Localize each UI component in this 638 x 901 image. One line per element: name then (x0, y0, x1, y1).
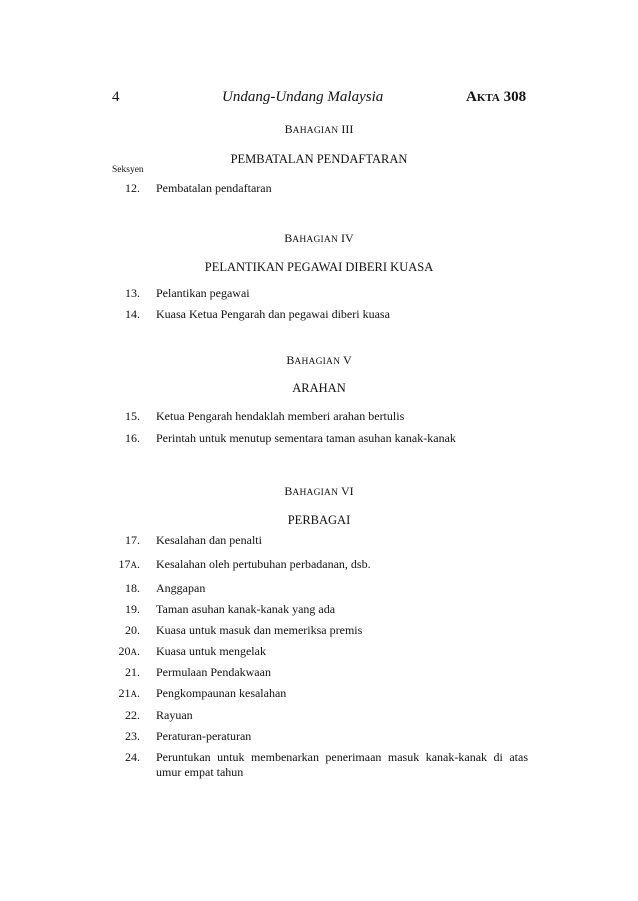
page-number: 4 (112, 89, 120, 105)
section-title: Kuasa untuk masuk dan memeriksa premis (156, 623, 363, 637)
section-title: Peraturan-peraturan (156, 729, 252, 743)
section-title: Kuasa Ketua Pengarah dan pegawai diberi kuasa (156, 307, 390, 321)
section-number: 21A. (118, 686, 140, 700)
section-number: 23. (125, 729, 140, 743)
section-title: Permulaan Pendakwaan (156, 665, 271, 679)
part-title: PELANTIKAN PEGAWAI DIBERI KUASA (204, 260, 434, 274)
part-heading: BAHAGIAN IV (284, 231, 354, 245)
section-title: Anggapan (156, 581, 206, 595)
part-heading: BAHAGIAN VI (284, 484, 354, 498)
section-number: 12. (125, 181, 140, 195)
section-number: 20. (125, 623, 140, 637)
section-number: 22. (125, 708, 140, 722)
section-number: 19. (125, 602, 140, 616)
section-title: Kesalahan dan penalti (156, 533, 262, 547)
section-number: 17. (125, 533, 140, 547)
section-number: 13. (125, 286, 140, 300)
section-title: Taman asuhan kanak-kanak yang ada (156, 602, 336, 616)
section-title: Perintah untuk menutup sementara taman asuhan kanak-kanak (156, 431, 456, 445)
part-title: PERBAGAI (287, 513, 351, 527)
section-title: Peruntukan untuk membenarkan penerimaan masuk kanak-kanak di atas umur empat tahun (156, 750, 528, 779)
section-number: 16. (125, 431, 140, 445)
section-number: 14. (125, 307, 140, 321)
section-number: 15. (125, 409, 140, 423)
section-number: 18. (125, 581, 140, 595)
section-title: Kesalahan oleh pertubuhan perbadanan, dsb. (156, 557, 371, 571)
part-heading: BAHAGIAN V (286, 353, 352, 367)
section-title: Rayuan (156, 708, 193, 722)
section-number: 17A. (118, 557, 140, 571)
running-title: Undang-Undang Malaysia (222, 89, 384, 105)
seksyen-label: Seksyen (112, 165, 144, 175)
section-number: 21. (125, 665, 140, 679)
part-title: PEMBATALAN PENDAFTARAN (230, 152, 408, 166)
section-title: Pengkompaunan kesalahan (156, 686, 287, 700)
act-number: AKTA 308 (466, 89, 527, 105)
section-title: Ketua Pengarah hendaklah memberi arahan bertulis (156, 409, 405, 423)
section-number: 24. (125, 750, 140, 764)
part-title: ARAHAN (292, 381, 346, 395)
section-title: Kuasa untuk mengelak (156, 644, 266, 658)
part-heading: BAHAGIAN III (284, 122, 354, 136)
section-title: Pelantikan pegawai (156, 286, 250, 300)
section-title: Pembatalan pendaftaran (156, 181, 272, 195)
section-number: 20A. (118, 644, 140, 658)
